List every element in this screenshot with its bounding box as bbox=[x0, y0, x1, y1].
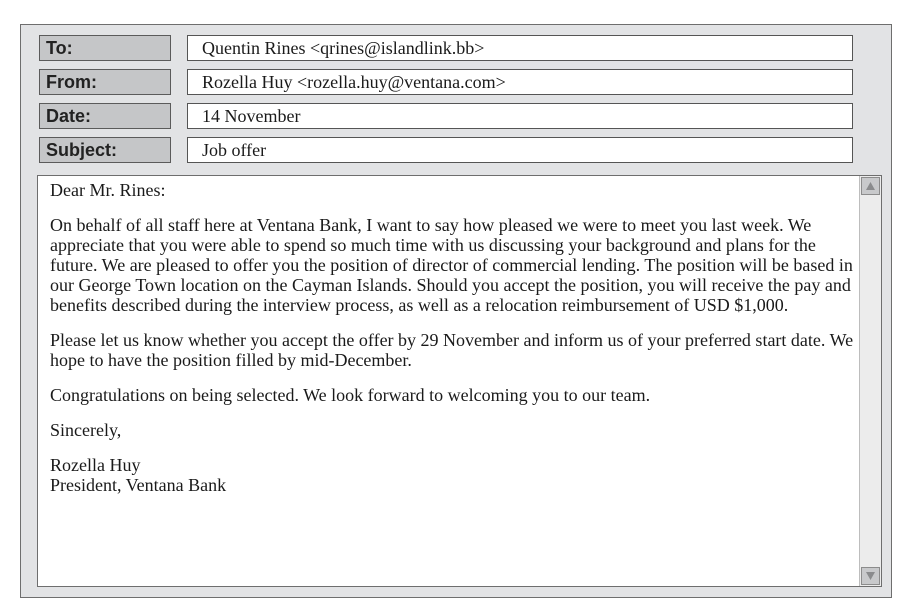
greeting: Dear Mr. Rines: bbox=[50, 180, 166, 200]
signature-title: President, Ventana Bank bbox=[50, 475, 227, 495]
triangle-up-icon bbox=[865, 181, 876, 191]
paragraph-3: Congratulations on being selected. We look forward to welcoming you to our team. bbox=[50, 385, 651, 405]
from-field[interactable]: Rozella Huy <rozella.huy@ventana.com> bbox=[187, 69, 853, 95]
signature-name: Rozella Huy bbox=[50, 455, 141, 475]
message-text bbox=[50, 180, 860, 495]
subject-label: Subject: bbox=[39, 137, 171, 163]
to-label: To: bbox=[39, 35, 171, 61]
date-label: Date: bbox=[39, 103, 171, 129]
triangle-down-icon bbox=[865, 571, 876, 581]
paragraph-2: Please let us know whether you accept the offer by 29 November and inform us of your preferred start date. We hope to have the position filled by mid-December. bbox=[50, 330, 854, 370]
scroll-up-button[interactable] bbox=[861, 177, 880, 195]
paragraph-1: On behalf of all staff here at Ventana Bank, I want to say how pleased we were to meet you last week. We appreciate that you were able to spend so much time with us discussing your background and plans for the future. We are pleased to offer you the position of director of commercial lending. The position will be based in our George Town location on the Cayman Islands. Should you accept the position, you will receive the pay and benefits described during the interview process, as well as a relocation reimbursement of USD $1,000. bbox=[50, 215, 853, 315]
subject-field[interactable]: Job offer bbox=[187, 137, 853, 163]
from-label: From: bbox=[39, 69, 171, 95]
date-field[interactable]: 14 November bbox=[187, 103, 853, 129]
scroll-down-button[interactable] bbox=[861, 567, 880, 585]
to-field[interactable]: Quentin Rines <qrines@islandlink.bb> bbox=[187, 35, 853, 61]
vertical-scrollbar[interactable] bbox=[859, 176, 881, 586]
closing: Sincerely, bbox=[50, 420, 122, 440]
message-body[interactable] bbox=[37, 175, 882, 587]
email-window bbox=[20, 24, 892, 598]
